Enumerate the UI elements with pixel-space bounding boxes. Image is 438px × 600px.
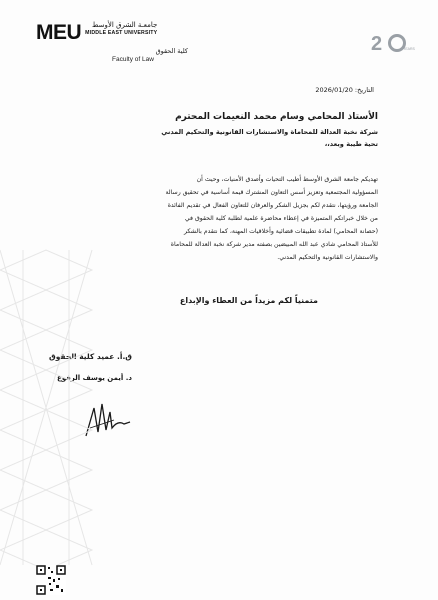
university-logo	[36, 21, 188, 63]
signatory-name: د. أيمن يوسف الرفوع	[57, 374, 132, 382]
svg-text:YEARS: YEARS	[403, 47, 415, 51]
qr-code-icon	[36, 565, 66, 595]
signatory-title: ق.أ. عميد كلية الحقوق	[49, 352, 132, 361]
body-line: الجامعة ورؤيتها، نتقدم لكم بجزيل الشكر والعرفان للتعاون الفعال في تقديم الفائدة	[167, 202, 378, 209]
body-line: المسؤولية المجتمعية وتعزيز أسس التعاون المشترك قيمة أساسية في تحقيق رسالة	[165, 189, 378, 196]
faculty-name-ar: كلية الحقوق	[155, 47, 188, 55]
meu-logo-text: MEU	[36, 21, 82, 44]
addressee-name: الأستاذ المحامي وسام محمد النعيمات المحترم	[175, 112, 378, 122]
university-name-en: MIDDLE EAST UNIVERSITY	[85, 29, 158, 36]
body-line: تهديكم جامعة الشرق الأوسط أطيب التحيات وأصدق الأمنيات، وحيث أن	[196, 176, 378, 183]
letter-body	[66, 173, 378, 264]
svg-text:2: 2	[371, 33, 383, 55]
decorative-pattern	[0, 250, 92, 565]
addressee-company: شركة نخبة العدالة للمحاماة والاستشارات القانونية والتحكيم المدني	[161, 128, 378, 136]
university-name-ar: جامعـة الشرق الأوسط	[92, 21, 158, 29]
closing-line: متمنياً لكم مزيداً من العطاء والإبداع	[179, 296, 318, 305]
body-line: من خلال خبراتكم المتميزة في إعطاء محاضرة علمية لطلبة كلية الحقوق في	[184, 215, 378, 222]
body-line: للأستاذ المحامي شادي عبد الله المبيضين بصفته مدير شركة نخبة العدالة للمحاماة	[170, 241, 378, 248]
letter-date: التاريخ: 2026/01/20	[315, 86, 374, 94]
greeting: تحية طيبة وبعد،،	[324, 140, 378, 148]
body-line: (حصانة المحامي) لمادة تطبيقات قضائية وأخلاقيات المهنة، كما نتقدم بالشكر	[183, 228, 378, 235]
anniversary-logo	[370, 30, 415, 55]
faculty-name-en: Faculty of Law	[112, 56, 154, 63]
body-line: والاستشارات القانونية والتحكيم المدني.	[277, 254, 378, 261]
